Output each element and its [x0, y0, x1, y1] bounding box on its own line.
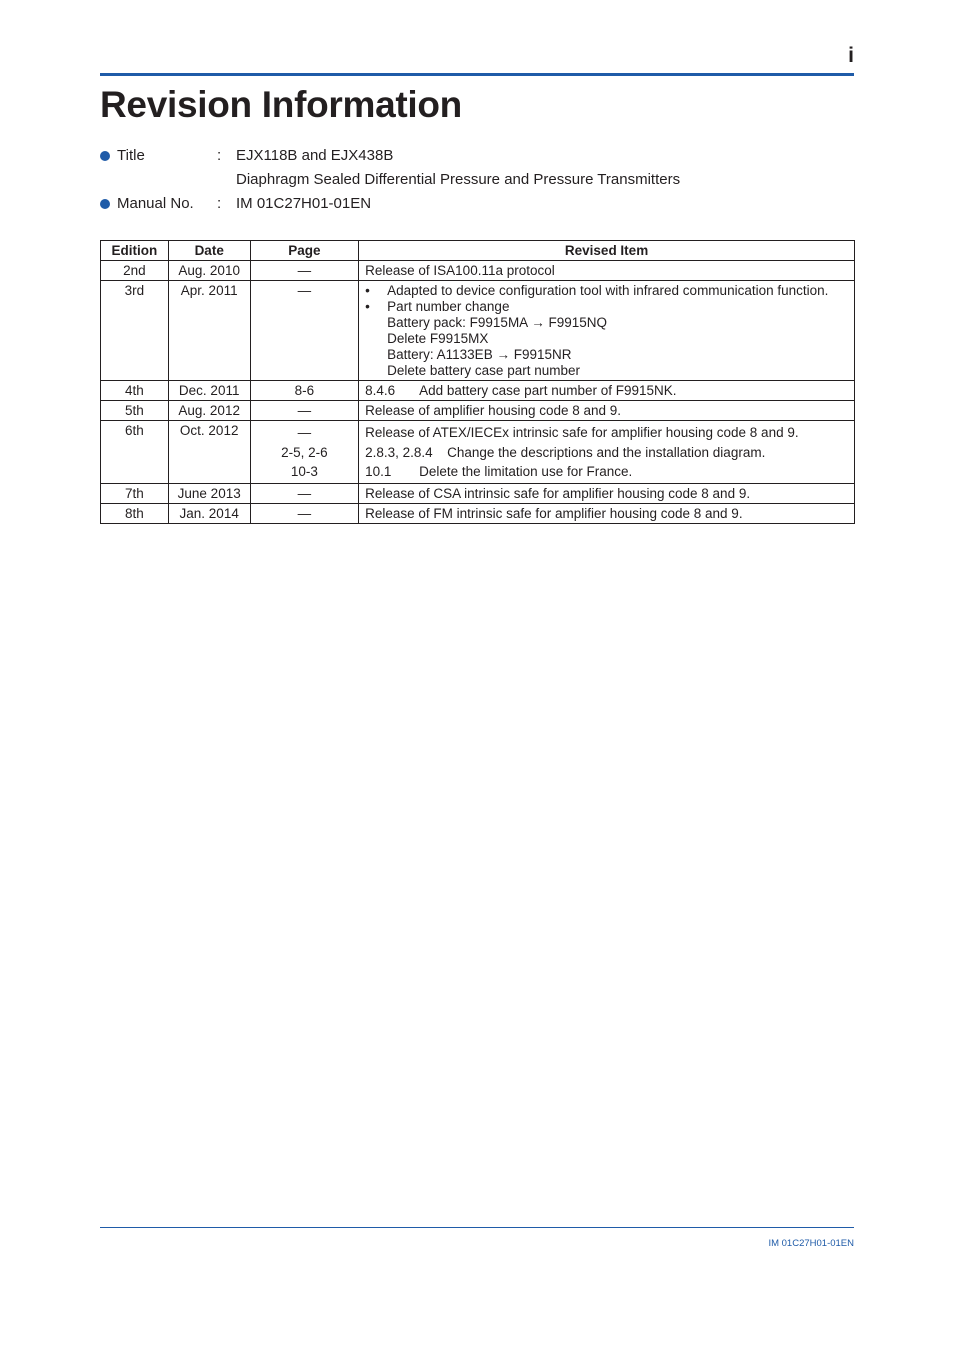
bullet-icon	[100, 199, 110, 209]
revised-item-text: Delete battery case part number	[387, 363, 580, 378]
page-cell: —	[250, 503, 359, 523]
page-cell: —	[250, 483, 359, 503]
revised-item-text: Battery: A1133EB → F9915NR	[387, 347, 572, 362]
page-ref: 10-3	[290, 464, 318, 479]
revised-item-text: Release of ATEX/IECEx intrinsic safe for amplifier housing code 8 and 9.	[365, 425, 799, 440]
list-item	[365, 299, 850, 315]
section-number: 2.8.3, 2.8.4	[365, 444, 433, 460]
manual-value: IM 01C27H01-01EN	[236, 195, 372, 212]
revised-item-text: Release of CSA intrinsic safe for amplifier housing code 8 and 9.	[365, 485, 751, 501]
table-header-row	[101, 241, 855, 261]
revised-item-text: Change the descriptions and the installation diagram.	[447, 444, 766, 460]
revised-item-cell	[359, 421, 855, 484]
date-cell: Dec. 2011	[168, 381, 250, 401]
section-number: 10.1	[365, 464, 392, 479]
footer-manual-number: IM 01C27H01-01EN	[768, 1238, 854, 1249]
revised-item-text: Release of ISA100.11a protocol	[365, 263, 555, 278]
title-colon: :	[217, 147, 222, 164]
title-label: Title	[117, 147, 145, 164]
date-cell: Jan. 2014	[168, 503, 250, 523]
header-rule	[100, 73, 854, 76]
page-ref: —	[297, 425, 312, 440]
header-date: Date	[168, 241, 250, 261]
revised-item-line	[365, 462, 850, 482]
page-number: i	[848, 44, 854, 67]
revised-item-cell	[359, 281, 855, 381]
table-row	[101, 421, 855, 484]
table-row	[101, 401, 855, 421]
page-title: Revision Information	[100, 84, 462, 125]
revised-item-line	[365, 443, 850, 463]
edition-cell: 2nd	[101, 261, 169, 281]
revised-item-line	[365, 383, 850, 399]
revised-item-cell	[359, 401, 855, 421]
revised-item-text: Add battery case part number of F9915NK.	[419, 383, 677, 398]
date-cell: Oct. 2012	[168, 421, 250, 484]
edition-cell: 4th	[101, 381, 169, 401]
page-cell: —	[250, 261, 359, 281]
revised-item-text: Battery pack: F9915MA → F9915NQ	[387, 315, 607, 330]
bullet-glyph: •	[365, 299, 370, 314]
table-row	[101, 483, 855, 503]
table-row	[101, 503, 855, 523]
manual-colon: :	[217, 195, 222, 212]
page-ref: 2-5, 2-6	[281, 444, 328, 460]
header-page: Page	[250, 241, 359, 261]
edition-cell: 6th	[101, 421, 169, 484]
header-revised-item: Revised Item	[359, 241, 855, 261]
date-cell: Apr. 2011	[168, 281, 250, 381]
bullet-glyph: •	[365, 283, 370, 298]
edition-cell: 3rd	[101, 281, 169, 381]
table-row	[101, 261, 855, 281]
manual-label: Manual No.	[117, 195, 194, 212]
table-row	[101, 281, 855, 381]
revised-item-text: Delete F9915MX	[387, 331, 489, 346]
footer-rule	[100, 1227, 854, 1228]
page-cell: —	[250, 281, 359, 381]
revised-item-text: Delete the limitation use for France.	[419, 464, 633, 479]
header-edition: Edition	[101, 241, 169, 261]
page-cell: 8-6	[250, 381, 359, 401]
revised-item-text: Adapted to device configuration tool with infrared communication function.	[387, 283, 829, 298]
title-value-1: EJX118B and EJX438B	[236, 147, 394, 164]
edition-cell: 5th	[101, 401, 169, 421]
revised-item-cell	[359, 261, 855, 281]
edition-cell: 8th	[101, 503, 169, 523]
section-number: 8.4.6	[365, 383, 396, 398]
list-item	[365, 283, 850, 299]
revised-item-cell	[359, 381, 855, 401]
bullet-icon	[100, 151, 110, 161]
revised-item-text: Release of FM intrinsic safe for amplifier housing code 8 and 9.	[365, 505, 743, 521]
revised-item-cell	[359, 503, 855, 523]
page-cell: —	[250, 401, 359, 421]
revised-item-cell	[359, 483, 855, 503]
revision-table	[100, 240, 855, 524]
title-value-2: Diaphragm Sealed Differential Pressure and Pressure Transmitters	[236, 171, 681, 188]
revised-item-text: Release of amplifier housing code 8 and 9.	[365, 403, 622, 418]
date-cell: Aug. 2010	[168, 261, 250, 281]
table-row	[101, 381, 855, 401]
page-cell	[250, 421, 359, 484]
revised-item-text: Part number change	[387, 299, 510, 314]
date-cell: June 2013	[168, 483, 250, 503]
edition-cell: 7th	[101, 483, 169, 503]
date-cell: Aug. 2012	[168, 401, 250, 421]
